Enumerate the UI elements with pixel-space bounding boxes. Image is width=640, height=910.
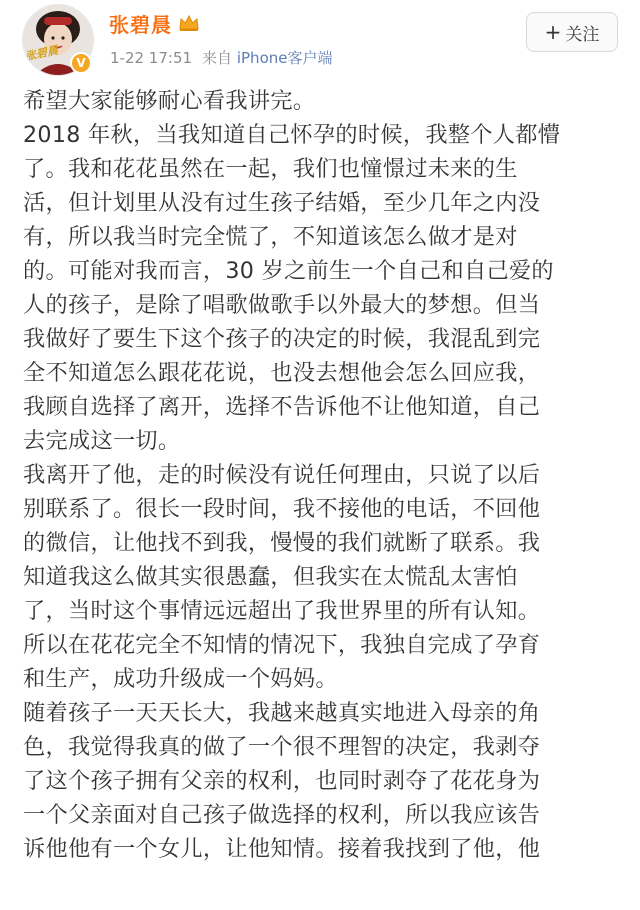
username[interactable]: 张碧晨	[109, 12, 172, 37]
post-line: 了。我和花花虽然在一起，我们也憧憬过未来的生	[23, 156, 518, 182]
post-line: 所以在花花完全不知情的情况下，我独自完成了孕育	[23, 632, 541, 658]
follow-button[interactable]	[526, 12, 618, 52]
post-line: 色，我觉得我真的做了一个很不理智的决定，我剥夺	[23, 734, 541, 760]
post-body	[23, 84, 633, 866]
post-line: 人的孩子，是除了唱歌做歌手以外最大的梦想。但当	[23, 292, 541, 318]
post-line: 2018 年秋，当我知道自己怀孕的时候，我整个人都懵	[23, 122, 561, 148]
post-line: 希望大家能够耐心看我讲完。	[23, 88, 316, 114]
avatar-signature: 张碧晨	[24, 43, 60, 64]
post-line: 了，当时这个事情远远超出了我世界里的所有认知。	[23, 598, 541, 624]
post-line: 全不知道怎么跟花花说，也没去想他会怎么回应我，	[23, 360, 541, 386]
post-meta	[110, 47, 332, 68]
plus-icon: +	[544, 20, 562, 44]
crown-icon	[178, 14, 200, 32]
post-line: 的。可能对我而言，30 岁之前生一个自己和自己爱的	[23, 258, 554, 284]
verified-badge-icon: V	[70, 52, 92, 74]
bottom-fade	[0, 884, 640, 910]
post-line: 有，所以我当时完全慌了，不知道该怎么做才是对	[23, 224, 518, 250]
follow-label: 关注	[565, 24, 600, 45]
post-line: 我做好了要生下这个孩子的决定的时候，我混乱到完	[23, 326, 541, 352]
post-source[interactable]: iPhone客户端	[236, 49, 333, 67]
post-line: 别联系了。很长一段时间，我不接他的电话，不回他	[23, 496, 541, 522]
post-line: 活，但计划里从没有过生孩子结婚，至少几年之内没	[23, 190, 541, 216]
post-line: 的微信，让他找不到我，慢慢的我们就断了联系。我	[23, 530, 541, 556]
name-row	[109, 8, 200, 38]
source-prefix: 来自	[202, 49, 233, 67]
post-line: 了这个孩子拥有父亲的权利，也同时剥夺了花花身为	[23, 768, 541, 794]
post-line: 一个父亲面对自己孩子做选择的权利，所以我应该告	[23, 802, 541, 828]
post-line: 知道我这么做其实很愚蠢，但我实在太慌乱太害怕	[23, 564, 518, 590]
post-line: 去完成这一切。	[23, 428, 181, 454]
post-line: 我离开了他，走的时候没有说任何理由，只说了以后	[23, 462, 541, 488]
post-timestamp: 1-22 17:51	[110, 49, 193, 67]
post-line: 我顾自选择了离开，选择不告诉他不让他知道，自己	[23, 394, 541, 420]
post-line: 随着孩子一天天长大，我越来越真实地进入母亲的角	[23, 700, 541, 726]
post-line: 诉他他有一个女儿，让他知情。接着我找到了他，他	[23, 836, 541, 862]
post-line: 和生产，成功升级成一个妈妈。	[23, 666, 338, 692]
post-header	[0, 0, 640, 90]
